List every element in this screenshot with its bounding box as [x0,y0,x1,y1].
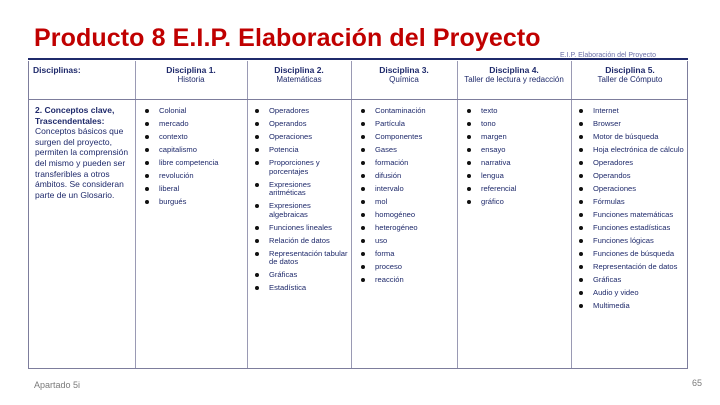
term-item: Fórmulas [577,198,685,207]
term-item: Potencia [253,146,349,155]
discipline-1-subject: Historia [177,75,205,84]
term-item: Contaminación [359,107,455,116]
term-item: Internet [577,107,685,116]
term-item: Funciones lineales [253,224,349,233]
discipline-2-subject: Matemáticas [276,75,322,84]
term-item: Audio y video [577,289,685,298]
page-title: Producto 8 E.I.P. Elaboración del Proyecto [34,24,541,52]
term-item: burgués [143,198,245,207]
discipline-2-name: Disciplina 2. [274,65,324,75]
term-item: Operandos [253,120,349,129]
term-item: revolución [143,172,245,181]
term-item: intervalo [359,185,455,194]
term-item: margen [465,133,569,142]
column-divider [135,61,136,368]
term-item: Proporciones y porcentajes [253,159,349,176]
header-disciplinas [33,65,133,75]
term-item: Operadores [577,159,685,168]
column-divider [247,61,248,368]
term-item: referencial [465,185,569,194]
term-item: Operandos [577,172,685,181]
term-item: Partícula [359,120,455,129]
term-item: Colonial [143,107,245,116]
term-item: Operadores [253,107,349,116]
term-item: libre competencia [143,159,245,168]
header-disciplinas-label: Disciplinas: [33,65,81,75]
term-item: texto [465,107,569,116]
header-discipline-2 [249,65,349,85]
header-note: E.I.P. Elaboración del Proyecto [560,52,656,59]
term-item: formación [359,159,455,168]
term-item: Multimedia [577,302,685,311]
term-item: mercado [143,120,245,129]
term-item: lengua [465,172,569,181]
term-item: capitalismo [143,146,245,155]
discipline-5-terms [577,107,685,315]
term-item: heterogéneo [359,224,455,233]
term-item: Operaciones [253,133,349,142]
discipline-4-terms [465,107,569,211]
term-item: Representación tabular de datos [253,250,349,267]
term-item: Representación de datos [577,263,685,272]
column-divider [351,61,352,368]
header-discipline-4 [459,65,569,85]
term-item: Funciones estadísticas [577,224,685,233]
term-item: Gráficas [577,276,685,285]
term-item: proceso [359,263,455,272]
term-item: Motor de búsqueda [577,133,685,142]
concepts-body: Conceptos básicos que surgen del proyecto, permiten la comprensión del mismo y pueden ser transferibles a otros ámbitos. Se consideran parte de un Glosario. [35,126,129,200]
term-item: Estadística [253,284,349,293]
discipline-4-subject: Taller de lectura y redacción [464,75,564,84]
term-item: Funciones matemáticas [577,211,685,220]
term-item: Browser [577,120,685,129]
term-item: difusión [359,172,455,181]
term-item: Hoja electrónica de cálculo [577,146,685,155]
column-divider [571,61,572,368]
term-item: Funciones de búsqueda [577,250,685,259]
term-item: homogéneo [359,211,455,220]
term-item: Relación de datos [253,237,349,246]
footer-section-label: Apartado 5i [34,380,81,390]
discipline-4-name: Disciplina 4. [489,65,539,75]
header-discipline-5 [573,65,687,85]
header-discipline-3 [353,65,455,85]
term-item: contexto [143,133,245,142]
term-item: gráfico [465,198,569,207]
term-item: uso [359,237,455,246]
term-item: Funciones lógicas [577,237,685,246]
term-item: Expresiones algebraicas [253,202,349,219]
discipline-5-name: Disciplina 5. [605,65,655,75]
discipline-1-terms [143,107,245,211]
term-item: Gráficas [253,271,349,280]
term-item: mol [359,198,455,207]
term-item: narrativa [465,159,569,168]
discipline-1-name: Disciplina 1. [166,65,216,75]
concepts-heading: 2. Conceptos clave, Trascendentales: [35,105,115,126]
term-item: Componentes [359,133,455,142]
discipline-3-name: Disciplina 3. [379,65,429,75]
header-row-divider [29,99,687,100]
discipline-3-subject: Química [389,75,419,84]
term-item: Gases [359,146,455,155]
term-item: reacción [359,276,455,285]
term-item: Expresiones aritméticas [253,181,349,198]
header-discipline-1 [137,65,245,85]
discipline-3-terms [359,107,455,289]
concepts-description [35,105,135,200]
term-item: Operaciones [577,185,685,194]
page-number: 65 [691,378,702,388]
term-item: liberal [143,185,245,194]
column-divider [457,61,458,368]
disciplines-table [28,61,688,369]
term-item: forma [359,250,455,259]
discipline-5-subject: Taller de Cómputo [597,75,663,84]
term-item: ensayo [465,146,569,155]
discipline-2-terms [253,107,349,297]
term-item: tono [465,120,569,129]
